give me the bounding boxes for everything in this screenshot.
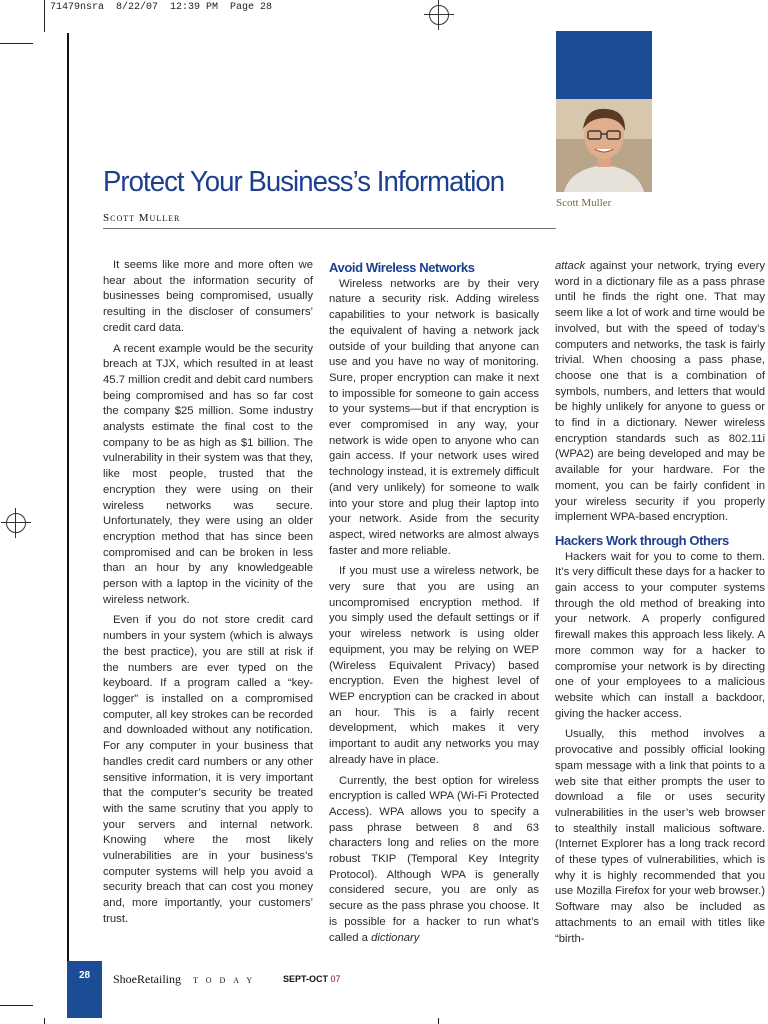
paragraph xyxy=(555,259,765,526)
section-heading: Avoid Wireless Networks xyxy=(329,260,475,275)
crop-mark xyxy=(0,43,33,44)
paragraph: Hackers wait for you to come to them. It’s very difficult these days for a hacker to gain access to your computer systems through the old method of breaking into your network. A properly configured firewall makes this approach less likely. A more common way for a hacker to compromise your network is by directing one of your employees to a malicious website which can install a backdoor, giving the hacker access. xyxy=(555,550,765,720)
author-photo xyxy=(556,99,652,192)
issue-month: SEPT-OCT xyxy=(283,974,329,984)
paragraph xyxy=(329,774,539,947)
page-number: 28 xyxy=(78,970,91,981)
issue-date xyxy=(283,974,341,984)
article-column-1 xyxy=(103,258,313,933)
crop-mark xyxy=(44,0,45,32)
section-heading: Hackers Work through Others xyxy=(555,532,729,548)
article-column-3 xyxy=(555,259,765,952)
photo-header-block xyxy=(556,31,652,99)
left-margin-rule xyxy=(67,33,69,1018)
article-title: Protect Your Business’s Information xyxy=(103,166,505,198)
issue-year: 07 xyxy=(330,974,341,984)
paragraph: Wireless networks are by their very nature a security risk. Adding wireless capabilities to your network is basically the equivalent of having a network jack outside of your building that anyone can use and you have no way of monitoring. Sure, proper encryption can make it next to impossible for someone to gain access to your systems—but if that encryption is ever compromised in any way, your network is wide open to anyone who can gain access. If your network uses wired technology instead, it is extremely difficult (and very unlikely) for someone to walk into your store and plug their laptop into your network. Aside from the security aspect, wired networks are almost always faster and more reliable. xyxy=(329,277,539,557)
registration-mark-left xyxy=(6,513,26,533)
crop-mark xyxy=(438,1018,439,1024)
publication-logo-sub: TODAY xyxy=(193,976,261,985)
crop-mark xyxy=(0,1005,33,1006)
crop-mark xyxy=(44,1018,45,1024)
paragraph: It seems like more and more often we hear about the information security of businesses being compromised, usually resulting in the discloser of consumers’ credit card data. xyxy=(103,259,313,334)
paragraph-text: Currently, the best option for wireless encryption is called WPA (Wi-Fi Protected Access). WPA allows you to specify a pass phrase between 8 and 63 characters long and relies on the more robust TKIP (Temporal Key Integrity Protocol). Although WPA is generally considered secure, you are only as secure as the pass phrase you choose. It is possible for a hacker to run what’s called a xyxy=(329,774,539,944)
paragraph-text: against your network, trying every word in a dictionary file as a pass phrase until he finds the right one. That may seem like a lot of work and time would be involved, but with the speed of today’s computers and networks, the task is fairly trivial. When choosing a pass phase, choose one that is a combination of symbols, numbers, and letters that would be highly unlikely for anyone to guess or to find in a dictionary. Newer wireless encryption standards such as 802.11i (WPA2) are being developed and may be available for your hardware. For the moment, you can be fairly confident in your wireless security if you properly implement WPA-based encryption. xyxy=(555,260,765,524)
photo-caption: Scott Muller xyxy=(556,197,612,209)
publication-logo: ShoeRetailing xyxy=(113,972,181,986)
print-slug: 71479nsra 8/22/07 12:39 PM Page 28 xyxy=(50,2,273,13)
italic-term: dictionary xyxy=(371,931,420,944)
article-byline: Scott Muller xyxy=(103,212,181,224)
header-rule xyxy=(103,228,556,229)
paragraph: Usually, this method involves a provocative and possibly official looking spam message with a link that points to a web site that either prompts the user to download a file or uses security vulnerabilities in the user’s web browser to stealthily install malicious software. (Internet Explorer has a long track record of these types of vulnerabilities, which is why it is highly recommended that you use Mozilla Firefox for your web browser.) Software may also be included as attachments to an email with titles like “birth- xyxy=(555,728,765,945)
italic-term: attack xyxy=(555,260,586,272)
registration-mark-top xyxy=(429,5,449,25)
paragraph: Even if you do not store credit card numbers in your system (which is always the best practice), you are still at risk if the numbers are ever typed on the keyboard. If a program called a “key-logger” is installed on a compromised computer, all key strokes can be recorded and downloaded without any notification. For any computer in your business that handles credit card numbers or any other sensitive information, it is very important that the computer’s security be treated with the same scrutiny that you apply to your servers and internal network. Knowing where the most likely vulnerabilities are in your business’s computer systems will help you avoid a security breach that can cost you money and, more importantly, your customers’ trust. xyxy=(103,614,313,925)
paragraph: A recent example would be the security breach at TJX, which resulted in at least 45.7 million credit and debit card numbers being compromised and has so far cost the company $25 million. Some industry analysts estimate the final cost to the company to be as high as $1 billion. The vulnerability in their system was that they, like most people, trusted that the encryption they were using on their wireless networks was secure. Unfortunately, they were using an older encryption method that has since been compromised and can be broken in less than an hour by any knowledgeable person with a laptop in the vicinity of the wireless network. xyxy=(103,342,313,606)
paragraph: If you must use a wireless network, be very sure that you are using an uncompromised encryption method. If you simply used the default settings or if your wireless network is using older equipment, you may be relying on WEP (Wireless Equivalent Privacy) based encryption. Even the highest level of WEP encryption can be cracked in about an hour. This is a fairly recent development, which makes it very important to audit any networks you may already have in place. xyxy=(329,565,539,766)
article-column-2 xyxy=(329,258,539,951)
